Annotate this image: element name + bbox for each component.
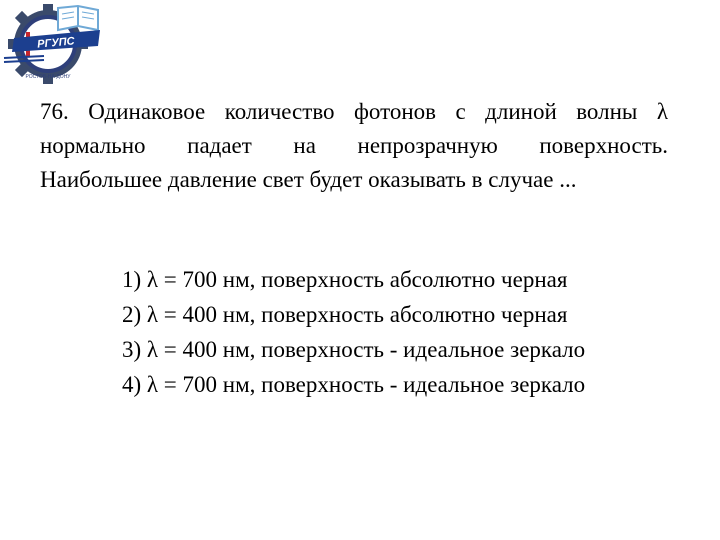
answer-option-1: 1) λ = 700 нм, поверхность абсолютно черная: [122, 267, 568, 292]
university-logo: [0, 0, 108, 90]
question-line-2: нормально падает на непрозрачную поверхность.: [40, 133, 668, 158]
logo-text: РГУПС: [36, 35, 76, 51]
question-text: [40, 95, 668, 197]
question-line-3: Наибольшее давление свет будет оказывать в случае ...: [40, 167, 577, 192]
book-icon: [58, 6, 98, 30]
answer-options-list: [122, 262, 702, 402]
answer-option-4: 4) λ = 700 нм, поверхность - идеальное зеркало: [122, 372, 586, 397]
logo-subtext: РОСТОВ-НА-ДОНУ: [25, 74, 71, 80]
answer-option-3: 3) λ = 400 нм, поверхность - идеальное зеркало: [122, 337, 586, 362]
question-line-1: 76. Одинаковое количество фотонов с длиной волны λ: [40, 99, 668, 124]
answer-option-2: 2) λ = 400 нм, поверхность абсолютно черная: [122, 302, 568, 327]
rgups-emblem-icon: [0, 0, 108, 90]
